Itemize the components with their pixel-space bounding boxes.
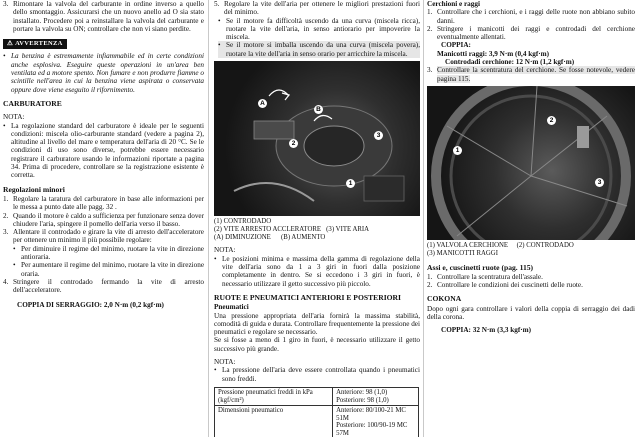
warning-triangle-icon: ⚠	[7, 40, 14, 48]
list-item	[214, 0, 420, 17]
torque-line: Controdadi cerchione: 12 N·m (1,2 kgf·m)	[445, 58, 575, 67]
caption-item: (A) DIMINUZIONE	[214, 233, 271, 241]
paragraph: Dopo ogni gara controllare i valori della coppia di serraggio dei dadi della corona.	[427, 304, 635, 322]
item-number: 1.	[3, 194, 9, 203]
column-3	[427, 0, 635, 437]
paragraph: Se si fosse a meno di 1 giro in fuori, è necessario utilizzare il getto successivo più grande.	[214, 336, 420, 353]
note-text-content: La pressione dell'aria deve essere controllata quando i pneumatici sono freddi.	[222, 366, 420, 383]
callout-3: 3	[595, 178, 604, 187]
table-row	[215, 387, 419, 405]
item-number: 1.	[427, 8, 433, 17]
section-heading-carburatore: CARBURATORE	[3, 98, 62, 108]
list-item	[3, 278, 204, 295]
bullet-text: Se il motore si imballa uscendo da una curva (miscela povera), ruotare la vite dell'aria in senso orario per arricchire la miscela.	[226, 41, 420, 58]
wheel-illustration	[427, 86, 635, 240]
caption-item: (2) CONTRODADO	[516, 241, 574, 249]
callout-a: A	[258, 99, 267, 108]
bullet-text: Se il motore fa difficoltà uscendo da una curva (miscela ricca), ruotare la vite dell'aria, in senso antiorario per impoverire la miscela.	[226, 16, 420, 42]
item-text: Stringere i manicotti dei raggi e controdadi del cerchione eventualmente allentati.	[437, 24, 635, 42]
item-text: Controllare le condizioni dei cuscinetti delle ruote.	[437, 281, 583, 290]
cell-line: Posteriore: 98 (1,0)	[336, 396, 389, 404]
table-cell	[333, 387, 419, 405]
sub-bullet	[13, 245, 204, 262]
section-heading-assi: Assi e, cuscinetti ruote (pag. 115)	[427, 262, 534, 272]
callout-2: 2	[547, 116, 556, 125]
item-text: Rimontare la valvola del carburante in ordine inverso a quello dello smontaggio. Assicurarsi che un nuovo anello ad O sia stato installato. Procedere poi a reinstallare la valvola del carburante e portare la valvola su ON; controllare che non vi siano perdite.	[13, 0, 204, 33]
note-label: NOTA:	[3, 113, 25, 122]
item-number: 2.	[427, 24, 433, 33]
section-heading-cokona: COKONA	[427, 294, 462, 304]
torque-spec: COPPIA DI SERRAGGIO: 2,0 N·m (0,2 kgf·m)	[17, 300, 164, 309]
item-text: Regolare la vite dell'aria per ottenere le migliori prestazioni fuori del minimo.	[224, 0, 420, 17]
note-text-content: La regolazione standard del carburatore è ideale per le seguenti condizioni: miscela olio-carburante standard (vedere a pagina 2), altitudine al livello del mare e temperatura dell'aria di 20 °C. Se le condizioni di uso sono diverse, potrebbe essere necessario registrare il carburatore usando le informazioni riportate a pagina 34. Prima di procedere, controllare se la registrazione esistente è corretta.	[11, 121, 204, 180]
column-divider	[208, 0, 209, 437]
paragraph: Una pressione appropriata dell'aria fornirà la massima stabilità, comodità di guida e durata. Controllare frequentemente la pressione dei pneumatici e regolare se necessario.	[214, 311, 420, 337]
column-1	[3, 0, 204, 437]
item-number: 2.	[427, 281, 433, 290]
item-number: 3.	[3, 0, 9, 8]
subheading-pneumatici: Pneumatici	[214, 303, 249, 312]
sub-bullet	[13, 261, 204, 278]
warning-label: AVVERTENZA	[15, 40, 63, 48]
warning-badge	[3, 39, 67, 49]
caption-item: (1) VALVOLA CERCHIONE	[427, 241, 509, 249]
list-item	[3, 212, 204, 229]
torque-spec: COPPIA: 32 N·m (3,3 kgf·m)	[441, 326, 532, 335]
list-item	[427, 273, 635, 281]
table-cell: Pressione pneumatici freddi in kPa (kgf/cm²)	[215, 387, 333, 405]
note-text	[214, 255, 420, 288]
item-number: 2.	[3, 211, 9, 220]
item-number: 3.	[427, 66, 433, 75]
wheel-photo	[427, 86, 635, 240]
warning-text-content: La benzina è estremamente infiammabile ed in certe condizioni anche esplosiva. Eseguire queste operazioni in un'area ben ventilata ed a motore spento. Non fumare e non produrre fiamme o scintille nell'area in cui la benzina viene aspirata o conservata oppure dove viene eseguito il rifornimento.	[11, 52, 204, 94]
item-text: Allentare il controdado e girare la vite di arresto dell'acceleratore per ottenere un minimo il più possibile regolare:	[13, 228, 204, 245]
note-text	[3, 122, 204, 180]
bullet-item	[218, 17, 420, 42]
item-text: Controllare la scentratura dell'assale.	[437, 272, 543, 281]
table-cell	[333, 406, 419, 437]
item-text: Controllare la scentratura del cerchione. Se fosse notevole, vedere pagina 115.	[437, 66, 635, 83]
list-item	[427, 25, 635, 42]
caption-item: (3) VITE ARIA	[326, 225, 370, 233]
note-label: NOTA:	[214, 358, 236, 367]
list-item	[427, 281, 635, 289]
torque-line: Manicotti raggi: 3,9 N·m (0,4 kgf·m)	[437, 49, 549, 58]
item-number: 3.	[3, 228, 9, 237]
caption-item: (B) AUMENTO	[281, 233, 326, 241]
item-number: 1.	[427, 272, 433, 281]
cell-line: Anteriore: 80/100-21 MC 51M	[336, 407, 406, 422]
note-text	[214, 366, 420, 383]
item-number: 5.	[214, 0, 220, 8]
list-item	[3, 195, 204, 212]
carburetor-illustration	[214, 61, 420, 216]
list-item	[427, 8, 635, 25]
column-2	[214, 0, 420, 437]
list-item	[427, 66, 635, 83]
bullet-item	[218, 41, 420, 58]
section-heading-ruote: RUOTE E PNEUMATICI ANTERIORI E POSTERIORI	[214, 292, 401, 302]
callout-1: 1	[453, 146, 462, 155]
coppia-label: COPPIA:	[441, 41, 471, 50]
caption-item: (1) CONTRODADO	[214, 218, 272, 226]
item-text: Controllare che i cerchioni, e i raggi delle ruote non abbiano subito danni.	[437, 8, 635, 25]
sub-bullet-text: Per aumentare il regime del minimo, ruotare la vite in direzione oraria.	[21, 261, 204, 278]
cell-line: Posteriore: 100/90-19 MC 57M	[336, 422, 408, 437]
section-heading-regolazioni: Regolazioni minori	[3, 184, 65, 194]
table-row	[215, 406, 419, 437]
list-item	[3, 0, 204, 33]
item-number: 4.	[3, 277, 9, 286]
callout-2: 2	[289, 139, 298, 148]
carburetor-photo	[214, 61, 420, 216]
tire-spec-table	[214, 387, 419, 437]
warning-text	[3, 52, 204, 93]
callout-1: 1	[346, 179, 355, 188]
list-item	[3, 228, 204, 245]
note-text-content: Le posizioni minima e massima della gamma di regolazione della vite dell'aria sono da 1 a 3 giri in fuori dalla posizione completamente in dentro. Se si eccedono i 3 giri in fuori, è necessario utilizzare il getto successivo più piccolo.	[222, 254, 420, 288]
figure-caption	[214, 218, 420, 241]
callout-b: B	[314, 105, 323, 114]
figure-caption	[427, 242, 635, 258]
table-cell: Dimensioni pneumatico	[215, 406, 333, 437]
item-text: Regolare la taratura del carburatore in base alle informazioni per le messa a punto date alle pagg. 32 .	[13, 194, 204, 212]
item-text: Quando il motore è caldo a sufficienza per funzionare senza dover chiudere l'aria, spingere il pomello dell'aria verso il basso.	[13, 211, 204, 228]
caption-item: (2) VITE ARRESTO ACCLERATORE	[214, 225, 322, 233]
section-heading-cerchioni: Cerchioni e raggi	[427, 0, 480, 8]
caption-item: (3) MANICOTTI RAGGI	[427, 249, 498, 257]
sub-bullet-text: Per diminuire il regime del minimo, ruotare la vite in direzione antioraria.	[21, 244, 204, 262]
note-label: NOTA:	[214, 246, 236, 255]
callout-3: 3	[374, 131, 383, 140]
column-divider	[423, 0, 424, 437]
item-text: Stringere il controdado fermando la vite di arresto dell'acceleratore.	[13, 277, 204, 295]
cell-line: Anteriore: 98 (1,0)	[336, 388, 388, 396]
